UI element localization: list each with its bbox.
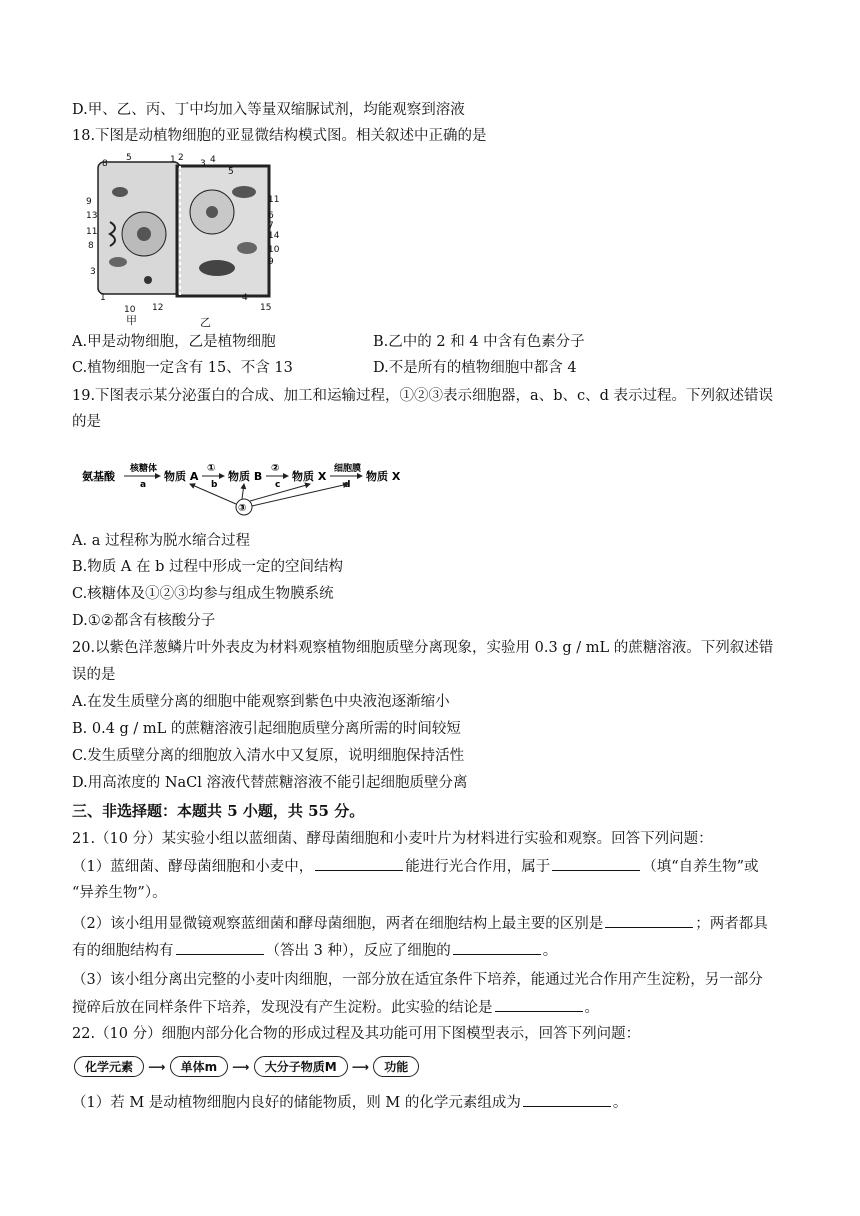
flow-node-substance-a: 物质 A [164,470,199,483]
q20-stem-line2: 误的是 [72,667,116,683]
flow-node: 单体m [170,1056,229,1077]
q21-part3: （3）该小组分离出完整的小麦叶肉细胞，一部分放在适宜条件下培养，能通过光合作用产生淀粉，另一部分 [72,972,763,988]
q21-part1-cont: “异养生物”）。 [72,885,167,901]
figure-part-number: 10 [268,245,280,255]
flow-node: 大分子物质M [254,1056,348,1077]
q21-part2-cont [72,940,557,961]
answer-blank[interactable] [453,940,541,955]
figure-part-number: 7 [268,221,274,231]
q19-option-c: C.核糖体及①②③均参与组成生物膜系统 [72,586,334,602]
q21-p2-text-a: （2）该小组用显微镜观察蓝细菌和酵母菌细胞，两者在细胞结构上最主要的区别是 [72,916,604,932]
figure-part-number: 8 [102,159,108,169]
cell-structure-figure [82,152,282,330]
q18-option-a: A.甲是动物细胞，乙是植物细胞 [72,334,276,350]
q22-p1-text-a: （1）若 M 是动植物细胞内良好的储能物质，则 M 的化学元素组成为 [72,1095,521,1111]
q18-option-b: B.乙中的 2 和 4 中含有色素分子 [373,334,585,350]
q20-stem-line1: 20.以紫色洋葱鳞片叶外表皮为材料观察植物细胞质壁分离现象，实验用 0.3 g / mL 的蔗糖溶液。下列叙述错 [72,640,774,656]
flow-node: 化学元素 [74,1056,144,1077]
figure-part-number: 6 [268,211,274,221]
q21-p2-text-b: ；两者都具 [695,916,768,932]
q20-option-a: A.在发生质壁分离的细胞中能观察到紫色中央液泡逐渐缩小 [72,694,450,710]
q22-part1 [72,1092,627,1113]
figure-part-number: 9 [268,257,274,267]
flow-node: 功能 [373,1056,419,1077]
figure-part-number: 9 [86,197,92,207]
q22-p1-text-b: 。 [612,1095,628,1111]
flow-edge-label: 核糖体 [130,464,158,474]
answer-blank[interactable] [315,856,403,871]
q21-p1-text-b: 能进行光合作用，属于 [405,859,551,875]
figure-part-number: 3 [200,159,206,169]
answer-blank[interactable] [552,856,640,871]
figure-part-number: 1 [170,155,176,165]
q21-p1-text-a: （1）蓝细菌、酵母菌细胞和小麦中， [72,859,314,875]
q18-option-c: C.植物细胞一定含有 15、不含 13 [72,360,293,376]
q21-part1 [72,856,759,877]
q19-stem-line1: 19.下图表示某分泌蛋白的合成、加工和运输过程，①②③表示细胞器，a、b、c、d 表示过程。下列叙述错误 [72,388,773,404]
flow-edge-label: ② [271,463,280,474]
arrow-right-icon: ⟶ [232,1060,250,1074]
figure-part-number: 15 [260,303,272,313]
q22-stem: 22.（10 分）细胞内部分化合物的形成过程及其功能可用下图模型表示，回答下列问题： [72,1026,641,1042]
q19-option-d: D.①②都含有核酸分子 [72,613,216,629]
figure-part-number: 5 [228,167,234,177]
flow-edge-label: c [275,480,281,490]
q21-stem: 21.（10 分）某实验小组以蓝细菌、酵母菌细胞和小麦叶片为材料进行实验和观察。回答下列问题： [72,831,713,847]
q19-stem-line2: 的是 [72,414,101,430]
arrow-right-icon: ⟶ [148,1060,166,1074]
q22-flow-diagram [74,1056,419,1077]
answer-blank[interactable] [495,997,583,1012]
q21-part3-cont [72,997,599,1018]
flow-edge-label: d [344,480,351,490]
flow-node-organelle-3: ③ [238,503,247,514]
figure-part-number: 12 [152,303,164,313]
figure-part-number: 2 [178,153,184,163]
figure-part-number: 13 [86,211,98,221]
q21-part2 [72,913,768,934]
q20-option-b: B. 0.4 g / mL 的蔗糖溶液引起细胞质壁分离所需的时间较短 [72,721,461,737]
section-heading: 三、非选择题：本题共 5 小题，共 55 分。 [72,802,365,820]
flow-node-amino-acid: 氨基酸 [82,470,115,483]
figure-part-number: 11 [86,227,98,237]
flow-node-substance-x-out: 物质 X [366,470,401,483]
figure-label-animal: 甲 [126,314,137,327]
q19-option-a: A. a 过程称为脱水缩合过程 [72,533,250,549]
flow-edge-label: 细胞膜 [334,464,362,474]
figure-part-number: 4 [242,293,248,303]
flow-node-substance-b: 物质 B [228,470,263,483]
q20-option-d: D.用高浓度的 NaCl 溶液代替蔗糖溶液不能引起细胞质壁分离 [72,775,468,791]
q21-p2-text-c: 有的细胞结构有 [72,943,174,959]
figure-part-number: 14 [268,231,280,241]
figure-part-number: 3 [90,267,96,277]
figure-label-plant: 乙 [200,316,211,329]
answer-blank[interactable] [176,940,264,955]
flow-edge-label: a [140,480,147,490]
answer-blank[interactable] [523,1092,611,1107]
q19-option-b: B.物质 A 在 b 过程中形成一定的空间结构 [72,559,343,575]
answer-blank[interactable] [605,913,693,928]
flow-edge-label: ① [207,463,216,474]
q21-p1-text-c: （填“自养生物”或 [642,859,759,875]
q21-p3-text-c: 。 [584,1000,599,1016]
figure-part-number: 8 [88,241,94,251]
arrow-right-icon: ⟶ [351,1060,370,1074]
flow-node-substance-x: 物质 X [292,470,327,483]
q18-stem: 18.下图是动植物细胞的亚显微结构模式图。相关叙述中正确的是 [72,128,487,144]
q21-p2-text-e: 。 [542,943,558,959]
q17-option-d: D.甲、乙、丙、丁中均加入等量双缩脲试剂，均能观察到溶液 [72,102,465,118]
q21-p3-text-b: 搅碎后放在同样条件下培养，发现没有产生淀粉。此实验的结论是 [72,1000,493,1016]
figure-part-number: 1 [100,293,106,303]
figure-part-number: 10 [124,305,136,315]
q20-option-c: C.发生质壁分离的细胞放入清水中又复原，说明细胞保持活性 [72,748,465,764]
q18-option-d: D.不是所有的植物细胞中都含 4 [373,360,577,376]
secretory-protein-flow-diagram [80,460,420,518]
q21-p2-text-d: （答出 3 种），反应了细胞的 [265,943,451,959]
figure-part-number: 5 [126,153,132,163]
flow-edge-label: b [211,480,218,490]
figure-part-number: 4 [210,155,216,165]
figure-part-number: 11 [268,195,280,205]
